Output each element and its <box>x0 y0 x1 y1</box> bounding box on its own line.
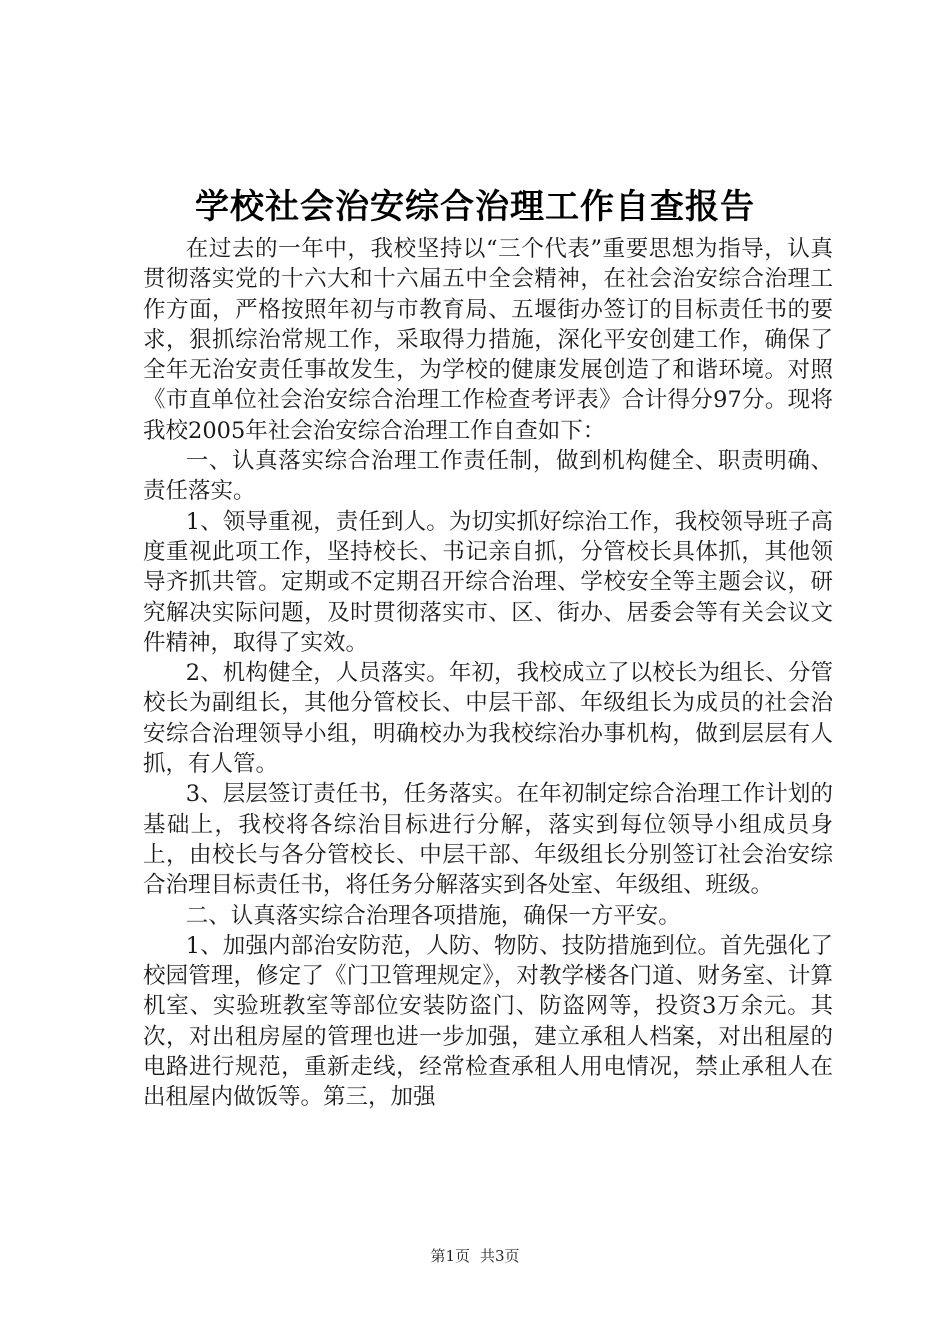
document-title: 学校社会治安综合治理工作自查报告 <box>195 187 755 227</box>
paragraph-section-1-heading: 一、认真落实综合治理工作责任制，做到机构健全、职责明确、责任落实。 <box>143 448 833 505</box>
paragraph-item-2-1: 1、加强内部治安防范，人防、物防、技防措施到位。首先强化了校园管理，修定了《门卫管理规定》，对教学楼各门道、财务室、计算机室、实验班教室等部位安装防盗门、防盗网等，投资3万余元。其次，对出租房屋的管理也进一步加强，建立承租人档案，对出租屋的电路进行规范，重新走线，经常检查承租人用电情况，禁止承租人在出租屋内做饭等。第三，加强 <box>143 932 833 1111</box>
document-body <box>143 234 833 1113</box>
paragraph-item-1-2: 2、机构健全，人员落实。年初，我校成立了以校长为组长、分管校长为副组长，其他分管校长、中层干部、年级组长为成员的社会治安综合治理领导小组，明确校办为我校综治办事机构，做到层层有人抓，有人管。 <box>143 660 833 778</box>
paragraph-intro: 在过去的一年中，我校坚持以“三个代表”重要思想为指导，认真贯彻落实党的十六大和十六届五中全会精神，在社会治安综合治理工作方面，严格按照年初与市教育局、五堰街办签订的目标责任书的要求，狠抓综治常规工作，采取得力措施，深化平安创建工作，确保了全年无治安责任事故发生，为学校的健康发展创造了和谐环境。对照《市直单位社会治安综合治理工作检查考评表》合计得分97分。现将我校2005年社会治安综合治理工作自查如下： <box>143 236 833 444</box>
page-total: 共3页 <box>480 1247 520 1265</box>
page-footer <box>0 1246 950 1266</box>
paragraph-item-1-3: 3、层层签订责任书，任务落实。在年初制定综合治理工作计划的基础上，我校将各综治目标进行分解，落实到每位领导小组成员身上，由校长与各分管校长、中层干部、年级组长分别签订社会治安综合治理目标责任书，将任务分解落实到各处室、年级组、班级。 <box>143 781 833 899</box>
page-number: 第1页 <box>430 1247 470 1265</box>
paragraph-section-2-heading: 二、认真落实综合治理各项措施，确保一方平安。 <box>185 902 681 929</box>
paragraph-item-1-1: 1、领导重视，责任到人。为切实抓好综治工作，我校领导班子高度重视此项工作，坚持校长、书记亲自抓，分管校长具体抓，其他领导齐抓共管。定期或不定期召开综合治理、学校安全等主题会议，研究解决实际问题，及时贯彻落实市、区、街办、居委会等有关会议文件精神，取得了实效。 <box>143 508 833 656</box>
